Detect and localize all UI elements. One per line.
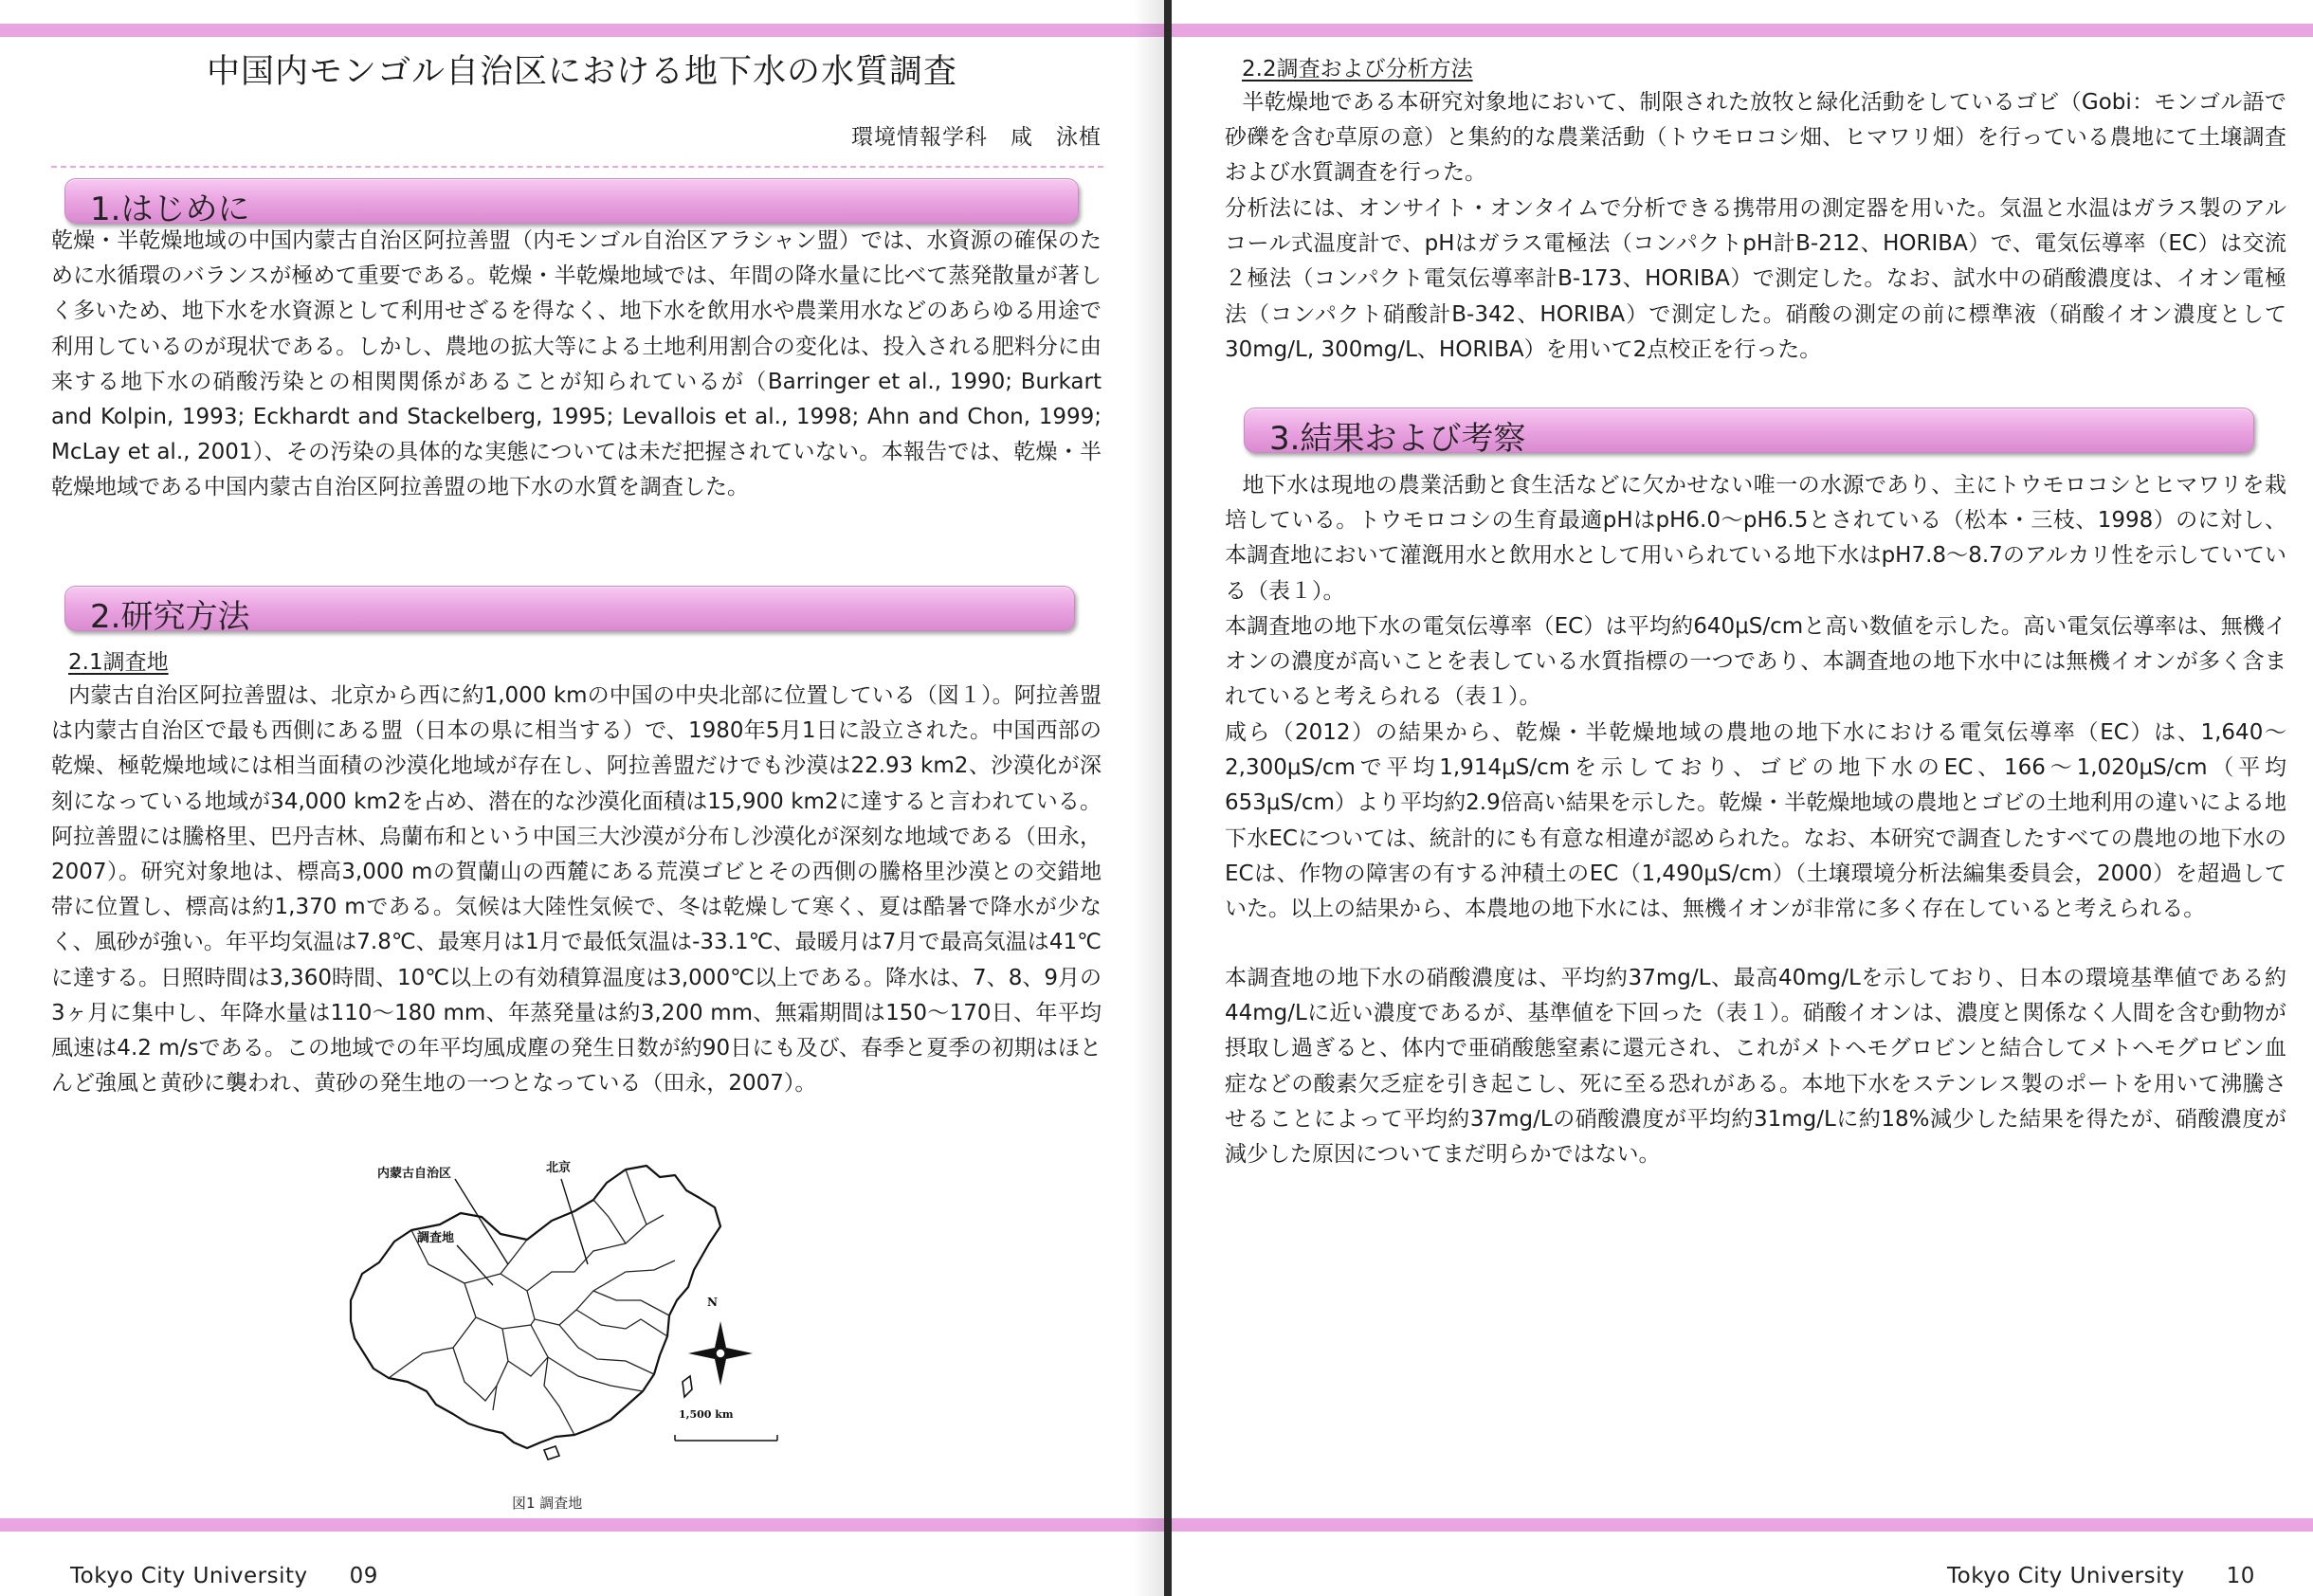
section-heading-results-label: 3.結果および考察: [1269, 420, 1526, 458]
footer-university: Tokyo City University: [1947, 1564, 2185, 1588]
scale-label: 1,500 km: [679, 1408, 734, 1421]
results-paragraph-1: [1225, 468, 2286, 609]
results-text-2: 本調査地の地下水の電気伝導率（EC）は平均約640μS/cmと高い数値を示した。高い電気伝導率は、無機イオンの濃度が高いことを表している水質指標の一つであり、本調査地の地下水中には無機イオンが多く含まれていると考えられる（表１）。: [1225, 614, 2286, 710]
analysis-paragraph-2: [1225, 191, 2286, 368]
section-heading-intro-label: 1.はじめに: [90, 190, 250, 228]
results-paragraph-4: [1225, 961, 2286, 1172]
footer-university: Tokyo City University: [70, 1564, 308, 1588]
map-label-inner-mongolia: 内蒙古自治区: [377, 1167, 452, 1181]
intro-paragraph: [51, 224, 1102, 506]
china-outline: [351, 1166, 720, 1448]
section-heading-intro: [64, 178, 1079, 228]
results-paragraph-2: [1225, 609, 2286, 716]
hainan-island: [544, 1446, 559, 1460]
subsection-heading-study-site: 2.1調査地: [68, 650, 169, 675]
section-heading-methods-label: 2.研究方法: [90, 598, 250, 636]
figure-map: [341, 1158, 787, 1461]
section-heading-methods: [64, 586, 1075, 636]
intro-text: 乾燥・半乾燥地域の中国内蒙古自治区阿拉善盟（内モンゴル自治区アラシャン盟）では、水資源の確保のために水循環のバランスが極めて重要である。乾燥・半乾燥地域では、年間の降水量に比べて蒸発散量が著しく多いため、地下水を水資源として利用せざるを得なく、地下水を飲用水や農業用水などのあらゆる用途で利用しているのが現状である。しかし、農地の拡大等による土地利用割合の変化は、投入される肥料分に由来する地下水の硝酸汚染との相関関係があることが知られているが（Barringer et al., 1990; Burkart and Kolpin, 1993; Eckhardt and Stackelberg, 1995; Levallois et al., 1998; Ahn and Chon, 1999; McLay et al., 2001）、その汚染の具体的な実態については未だ把握されていない。本報告では、乾燥・半乾燥地域である中国内蒙古自治区阿拉善盟の地下水の水質を調査した。: [51, 228, 1102, 500]
right-page: [1172, 0, 2313, 1596]
page-number: 10: [2226, 1564, 2255, 1588]
results-text-1: 地下水は現地の農業活動と食生活などに欠かせない唯一の水源であり、主にトウモロコシとヒマワリを栽培している。トウモロコシの生育最適pHはpH6.0～pH6.5とされている（松本・三枝、1998）のに対し、本調査地において灌漑用水と飲用水として用いられている地下水はpH7.8～8.7のアルカリ性を示していている（表１）。: [1225, 473, 2286, 604]
province-borders: [389, 1170, 675, 1435]
gutter-shadow-left: [1134, 0, 1164, 1596]
leader-site: [457, 1245, 493, 1285]
section-heading-results: [1244, 408, 2254, 458]
figure-caption: 図1 調査地: [512, 1495, 583, 1512]
paper-title: 中国内モンゴル自治区における地下水の水質調査: [206, 53, 957, 91]
right-footer: [1947, 1564, 2255, 1588]
compass-rose: [688, 1321, 753, 1386]
analysis-text-2: 分析法には、オンサイト・オンタイムで分析できる携帯用の測定器を用いた。気温と水温はガラス製のアルコール式温度計で、pHはガラス電極法（コンパクトpH計B-212、HORIBA）で、電気伝導率（EC）は交流２極法（コンパクト電気伝導率計B-173、HORIBA）で測定した。なお、試水中の硝酸濃度は、イオン電極法（コンパクト硝酸計B-342、HORIBA）で測定した。硝酸の測定の前に標準液（硝酸イオン濃度として30mg/L, 300mg/L、HORIBA）を用いて2点校正を行った。: [1225, 196, 2286, 362]
map-label-site: 調査地: [417, 1231, 455, 1245]
results-paragraph-3: [1225, 716, 2286, 927]
analysis-text-1: 半乾燥地である本研究対象地において、制限された放牧と緑化活動をしているゴビ（Gobi：モンゴル語で砂礫を含む草原の意）と集約的な農業活動（トウモロコシ畑、ヒマワリ畑）を行っている農地にて土壌調査および水質調査を行った。: [1225, 90, 2286, 186]
results-text-4: 本調査地の地下水の硝酸濃度は、平均約37mg/L、最高40mg/Lを示しており、日本の環境基準値である約44mg/Lに近い濃度であるが、基準値を下回った（表１）。硝酸イオンは、濃度と関係なく人間を含む動物が摂取し過ぎると、体内で亜硝酸態窒素に還元され、これがメトヘモグロビンと結合してメトヘモグロビン血症などの酸素欠乏症を引き起こし、死に至る恐れがある。本地下水をステンレス製のポートを用いて沸騰させることによって平均約37mg/Lの硝酸濃度が平均約31mg/Lに約18%減少した結果を得たが、硝酸濃度が減少した原因についてまだ明らかではない。: [1225, 966, 2287, 1168]
bottom-accent-bar: [1172, 1518, 2313, 1532]
book-gutter: [1164, 0, 1172, 1596]
top-accent-bar: [0, 24, 1164, 37]
subsection-heading-analysis: 2.2調査および分析方法: [1242, 57, 1473, 82]
study-site-paragraph: [51, 679, 1102, 1101]
bottom-accent-bar: [0, 1518, 1164, 1532]
analysis-paragraph-1: [1225, 85, 2286, 191]
left-footer: [70, 1564, 378, 1588]
author-line: 環境情報学科 咸 泳植: [851, 125, 1102, 150]
leader-beijing: [561, 1179, 588, 1264]
study-site-text: 内蒙古自治区阿拉善盟は、北京から西に約1,000 kmの中国の中央北部に位置している（図１）。阿拉善盟は内蒙古自治区で最も西側にある盟（日本の県に相当する）で、1980年5月1日に設立された。中国西部の乾燥、極乾燥地域には相当面積の沙漠化地域が存在し、阿拉善盟だけでも沙漠は22.93 km2、沙漠化が深刻になっている地域が34,000 km2を占め、潜在的な沙漠化面積は15,900 km2に達すると言われている。阿拉善盟には騰格里、巴丹吉林、烏蘭布和という中国三大沙漠が分布し沙漠化が深刻な地域である（田永，2007）。研究対象地は、標高3,000 mの賀蘭山の西麓にある荒漠ゴビとその西側の騰格里沙漠との交錯地帯に位置し、標高は約1,370 mである。気候は大陸性気候で、冬は乾燥して寒く、夏は酷暑で降水が少なく、風砂が強い。年平均気温は7.8℃、最寒月は1月で最低気温は-33.1℃、最暖月は7月で最高気温は41℃に達する。日照時間は3,360時間、10℃以上の有効積算温度は3,000℃以上である。降水は、7、8、9月の3ヶ月に集中し、年降水量は110～180 mm、年蒸発量は約3,200 mm、無霜期間は150～170日、年平均風速は4.2 m/sである。この地域での年平均風成塵の発生日数が約90日にも及び、春季と夏季の初期はほとんど強風と黄砂に襲われ、黄砂の発生地の一つとなっている（田永，2007）。: [51, 683, 1102, 1097]
dashed-divider: [51, 166, 1103, 168]
results-text-3: 咸ら（2012）の結果から、乾燥・半乾燥地域の農地の地下水における電気伝導率（EC）は、1,640～2,300μS/cmで平均1,914μS/cmを示しており、ゴビの地下水のEC、166～1,020μS/cm（平均653μS/cm）より平均約2.9倍高い結果を示した。乾燥・半乾燥地域の農地とゴビの土地利用の違いによる地下水ECについては、統計的にも有意な相違が認められた。なお、本研究で調査したすべての農地の地下水のECは、作物の障害の有する沖積土のEC（1,490μS/cm）（土壌環境分析法編集委員会，2000）を超過していた。以上の結果から、本農地の地下水には、無機イオンが非常に多く存在していると考えられる。: [1225, 720, 2286, 922]
top-accent-bar: [1172, 24, 2313, 37]
china-map-svg: [341, 1158, 787, 1461]
taiwan-island: [683, 1376, 692, 1397]
compass-north-label: N: [707, 1296, 718, 1309]
page-number: 09: [349, 1564, 378, 1588]
map-label-beijing: 北京: [546, 1161, 572, 1175]
